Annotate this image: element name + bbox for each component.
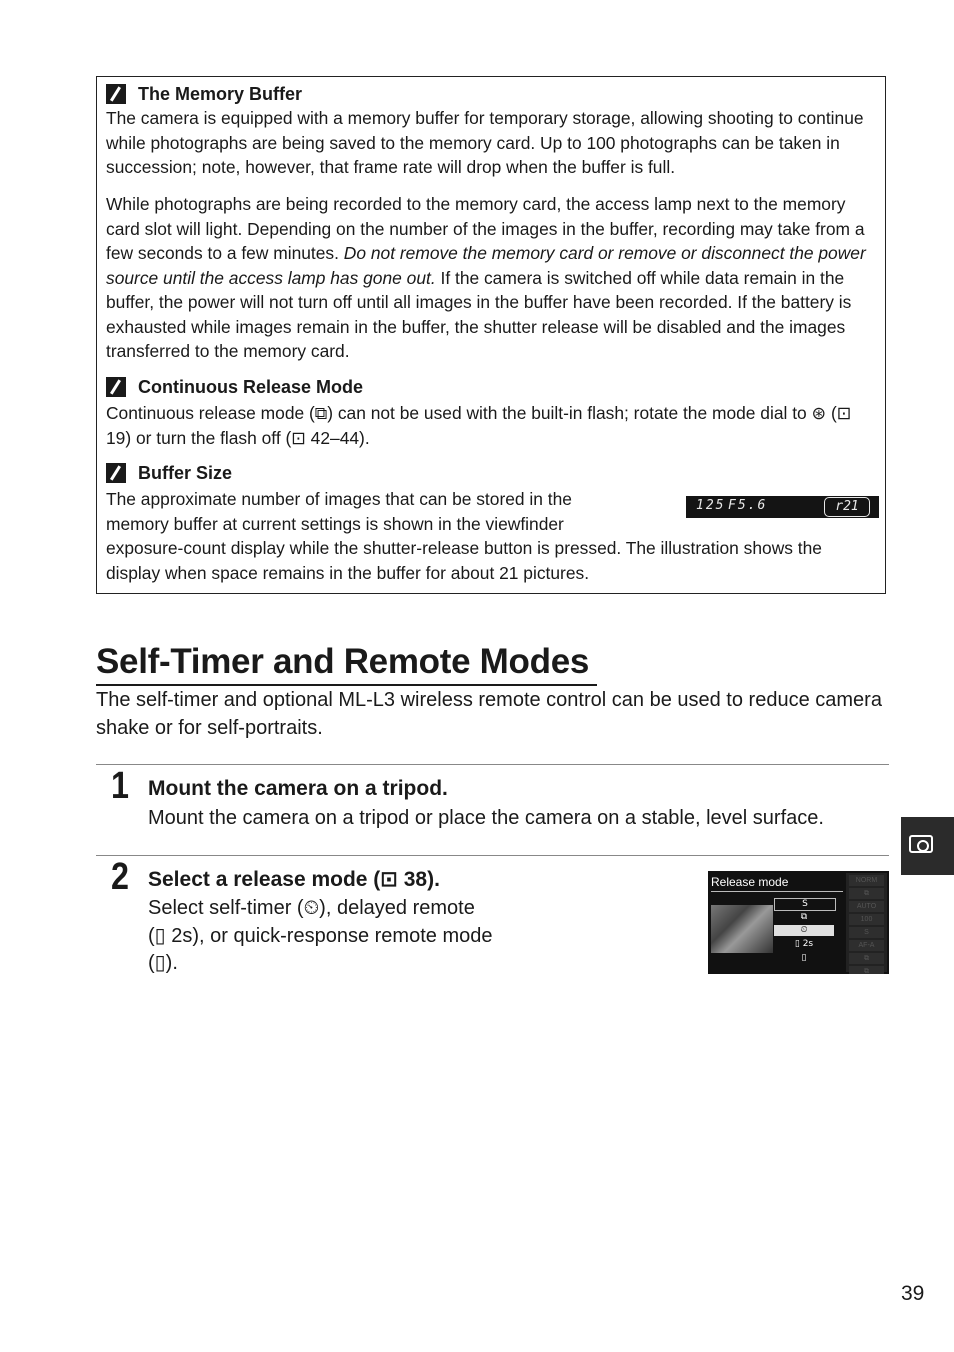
note-buffer-size-header bbox=[106, 462, 232, 484]
menu-photo bbox=[711, 905, 773, 953]
menu-option-quick-remote: ▯ bbox=[801, 953, 807, 963]
release-mode-menu-screenshot bbox=[708, 871, 889, 974]
side-item: S bbox=[849, 927, 884, 938]
menu-option-single-frame: S bbox=[774, 898, 836, 911]
float-spacer bbox=[630, 487, 880, 533]
note-title: Continuous Release Mode bbox=[138, 377, 364, 397]
pencil-icon bbox=[106, 377, 126, 397]
side-item: 100 bbox=[849, 914, 884, 925]
page-number: 39 bbox=[901, 1282, 925, 1305]
side-item: AF-A bbox=[849, 940, 884, 951]
camera-icon bbox=[909, 835, 933, 853]
step-body-line: (▯ 2s), or quick-response remote mode bbox=[148, 924, 493, 947]
note-title: The Memory Buffer bbox=[138, 84, 303, 104]
menu-title: Release mode bbox=[711, 875, 843, 892]
paragraph-text: The approximate number of images that can be stored in the memory buffer at current settings is shown in the viewfinder exposure-count display while the shutter-release button is pressed. The illustration shows the display when space remains in the buffer for about 21 pictures. bbox=[106, 489, 822, 583]
aperture-readout: F5.6 bbox=[728, 498, 768, 513]
step-body-line: (▯). bbox=[148, 952, 178, 974]
pencil-icon bbox=[106, 84, 126, 104]
memory-buffer-paragraph-2 bbox=[106, 192, 880, 364]
menu-option-delayed-remote: ▯ 2s bbox=[794, 939, 814, 949]
step-body bbox=[148, 895, 568, 978]
chapter-tab bbox=[901, 817, 954, 875]
section-heading: Self-Timer and Remote Modes bbox=[96, 640, 597, 686]
step-title: Select a release mode (⊡ 38). bbox=[148, 868, 440, 891]
pencil-icon bbox=[106, 463, 126, 483]
side-item: ⧉ bbox=[849, 966, 884, 974]
paragraph-text: While photographs are being recorded to the memory card, the access lamp next to the memory card slot will light. Depending on the number of the images in the buffer, recording may take from a few seconds to a few minutes. bbox=[106, 194, 865, 263]
step-number: 2 bbox=[111, 856, 129, 898]
note-continuous-release-header bbox=[106, 376, 363, 398]
memory-buffer-paragraph-1: The camera is equipped with a memory buffer for temporary storage, allowing shooting to continue while photographs are being saved to the memory card. Up to 100 photographs can be taken in succession; note, however, that frame rate will drop when the buffer is full. bbox=[106, 108, 864, 177]
side-item: NORM bbox=[849, 875, 884, 886]
notes-box bbox=[96, 76, 886, 594]
buffer-count-readout: r21 bbox=[824, 497, 870, 517]
side-item: AUTO bbox=[849, 901, 884, 912]
step-body: Mount the camera on a tripod or place the camera on a stable, level surface. bbox=[148, 807, 824, 829]
step-body-line: Select self-timer (⏲), delayed remote bbox=[148, 897, 475, 919]
menu-side-panel bbox=[846, 873, 887, 972]
section-intro: The self-timer and optional ML-L3 wireless remote control can be used to reduce camera shake or for self-portraits. bbox=[96, 689, 882, 739]
note-memory-buffer-header bbox=[106, 83, 302, 105]
side-item: ⧉ bbox=[849, 953, 884, 964]
menu-option-self-timer: ⏲ bbox=[774, 925, 834, 936]
step-title: Mount the camera on a tripod. bbox=[148, 777, 448, 800]
note-title: Buffer Size bbox=[138, 463, 233, 483]
continuous-release-paragraph: Continuous release mode (⧉) can not be used with the built-in flash; rotate the mode dial to ⊛ (⊡ 19) or turn the flash off (⊡ 42–44). bbox=[106, 403, 852, 448]
paragraph-text: If the camera is switched off while data remain in the buffer, the power will not turn off until all images in the buffer have been recorded. If the battery is exhausted while images remain in the buffer, the shutter release will be disabled and the images transferred to the memory card. bbox=[106, 267, 852, 361]
step-divider bbox=[96, 764, 889, 765]
buffer-size-paragraph bbox=[106, 487, 880, 585]
step-number: 1 bbox=[111, 765, 129, 807]
menu-option-continuous: ⧉ bbox=[800, 912, 808, 922]
step-divider bbox=[96, 855, 889, 856]
shutter-speed-readout: 125 bbox=[696, 498, 726, 513]
side-item: ⧉ bbox=[849, 888, 884, 899]
warning-text: Do not remove the memory card or remove or disconnect the power source until the access lamp has gone out. bbox=[106, 243, 866, 288]
